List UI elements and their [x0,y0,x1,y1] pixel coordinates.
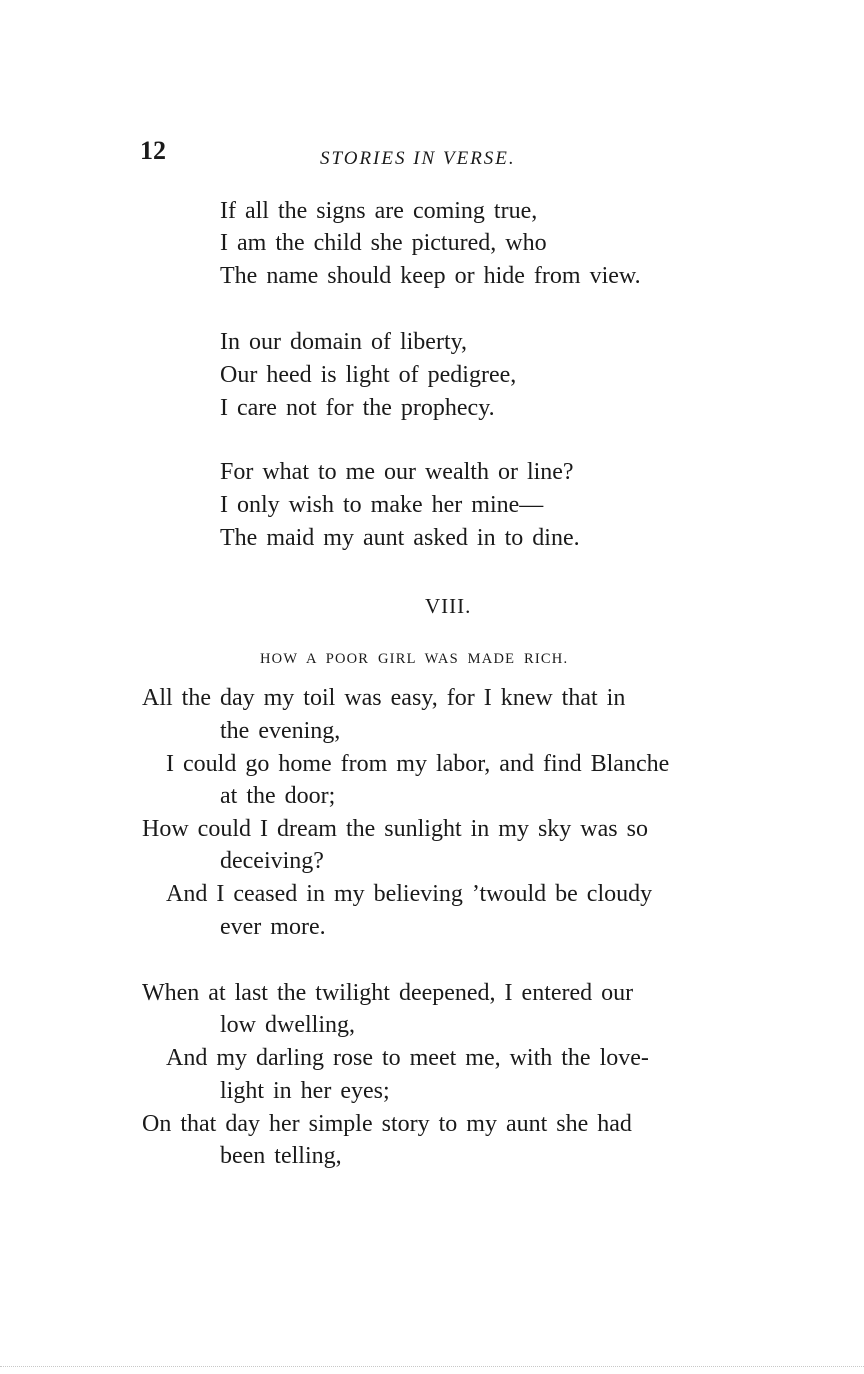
verse-line: I am the child she pictured, who [220,230,547,256]
verse-line: All the day my toil was easy, for I knew that in [142,685,626,711]
verse-line: I only wish to make her mine— [220,492,544,518]
verse-line: If all the signs are coming true, [220,198,538,224]
verse-line: Our heed is light of pedigree, [220,362,517,388]
verse-line: The name should keep or hide from view. [220,263,641,289]
verse-line-continuation: ever more. [220,914,326,940]
verse-line: I care not for the prophecy. [220,395,495,421]
section-numeral: VIII. [425,594,472,618]
verse-line-continuation: low dwelling, [220,1012,355,1038]
verse-line: How could I dream the sunlight in my sky was so [142,816,648,842]
verse-line: And I ceased in my believing ’twould be cloudy [166,881,653,907]
scan-edge-rule [0,1366,864,1367]
verse-line: I could go home from my labor, and find Blanche [166,751,670,777]
verse-line-continuation: been telling, [220,1143,342,1169]
section-title: HOW A POOR GIRL WAS MADE RICH. [260,651,569,667]
page-number: 12 [140,136,166,165]
verse-line-continuation: at the door; [220,783,336,809]
verse-line: In our domain of liberty, [220,329,468,355]
verse-line: And my darling rose to meet me, with the love- [166,1045,649,1071]
verse-line-continuation: deceiving? [220,848,324,874]
verse-line: On that day her simple story to my aunt she had [142,1111,632,1137]
running-head: STORIES IN VERSE. [320,148,516,169]
verse-line: For what to me our wealth or line? [220,459,574,485]
verse-line-continuation: the evening, [220,718,341,744]
verse-line: When at last the twilight deepened, I entered our [142,980,634,1006]
verse-line-continuation: light in her eyes; [220,1078,390,1104]
verse-line: The maid my aunt asked in to dine. [220,525,580,551]
